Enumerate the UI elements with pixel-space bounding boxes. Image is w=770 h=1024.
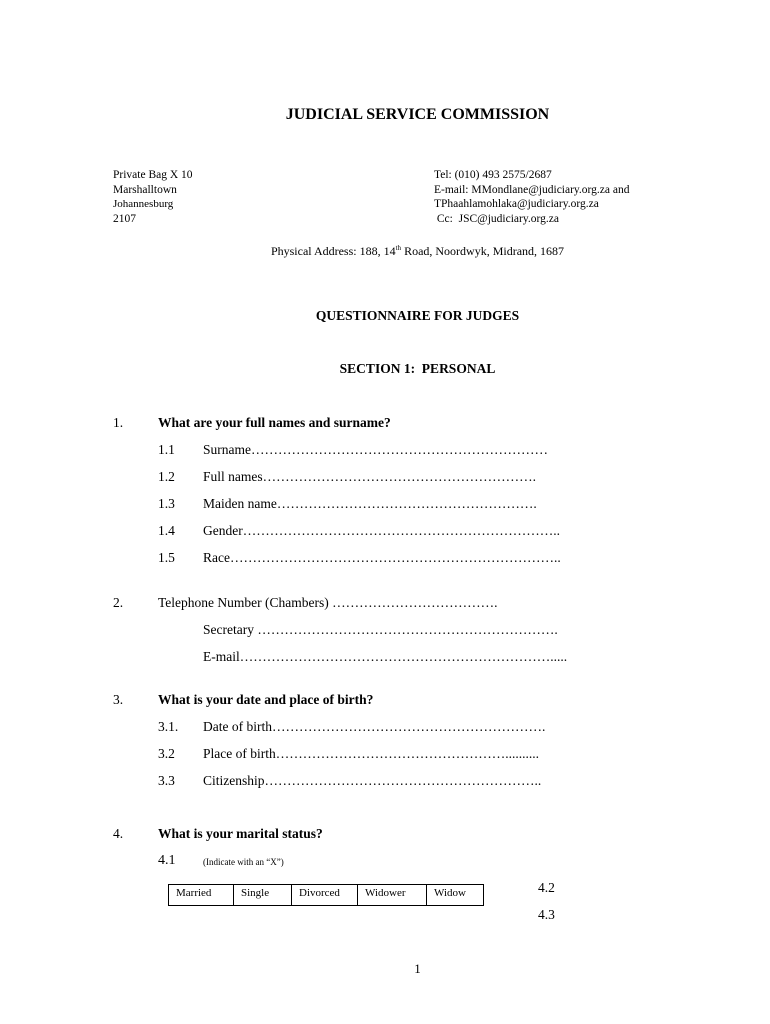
sub-number: 1.5 — [158, 550, 175, 565]
physical-address-suffix: Road, Noordwyk, Midrand, 1687 — [401, 244, 565, 258]
question-number: 1. — [113, 415, 124, 430]
physical-address — [0, 244, 770, 259]
marital-option-single[interactable]: Single — [234, 885, 292, 906]
document-title: JUDICIAL SERVICE COMMISSION — [285, 106, 550, 123]
maiden-name-field[interactable]: Maiden name…………………………………………………. — [203, 496, 537, 511]
marital-option-married[interactable]: Married — [169, 885, 234, 906]
question-text: What is your marital status? — [158, 826, 323, 841]
marital-option-divorced[interactable]: Divorced — [292, 885, 358, 906]
question-number: 4. — [113, 826, 124, 841]
sub-number: 4.1 — [158, 853, 176, 868]
contact-line: Tel: (010) 493 2575/2687 — [434, 169, 552, 181]
date-of-birth-field[interactable]: Date of birth……………………………………………………. — [203, 719, 546, 734]
sub-number: 1.1 — [158, 442, 175, 457]
sub-number: 3.3 — [158, 773, 175, 788]
questionnaire-heading: QUESTIONNAIRE FOR JUDGES — [315, 308, 520, 323]
marital-option-widow[interactable]: Widow — [427, 885, 484, 906]
sub-number: 1.2 — [158, 469, 175, 484]
email-field[interactable]: E-mail……………………………………………………………..... — [203, 649, 568, 664]
contact-line: E-mail: MMondlane@judiciary.org.za and — [434, 183, 630, 196]
citizenship-field[interactable]: Citizenship…………………………………………………….. — [203, 773, 542, 788]
postal-address — [113, 168, 193, 226]
sub-number: 3.1. — [158, 719, 179, 734]
address-line: Private Bag X 10 — [113, 169, 193, 181]
sub-number: 4.3 — [538, 907, 555, 922]
sub-number: 4.2 — [538, 880, 555, 895]
section-heading: SECTION 1: PERSONAL — [339, 361, 496, 376]
telephone-chambers-field[interactable]: Telephone Number (Chambers) ………………………………. — [158, 595, 498, 610]
address-line: Johannesburg — [113, 198, 174, 210]
sub-number: 1.4 — [158, 523, 175, 538]
contact-line: Cc: JSC@judiciary.org.za — [434, 212, 559, 225]
race-field[interactable]: Race……………………………………………………………….. — [203, 550, 561, 565]
secretary-field[interactable]: Secretary …………………………………………………………. — [203, 622, 558, 637]
surname-field[interactable]: Surname………………………………………………………… — [203, 442, 548, 457]
address-line: 2107 — [113, 212, 136, 225]
address-line: Marshalltown — [113, 183, 177, 196]
marital-option-widower[interactable]: Widower — [358, 885, 427, 906]
question-text: What are your full names and surname? — [158, 415, 391, 430]
page-number: 1 — [414, 961, 421, 976]
gender-field[interactable]: Gender…………………………………………………………….. — [203, 523, 560, 538]
question-number: 2. — [113, 595, 124, 610]
sub-number: 1.3 — [158, 496, 175, 511]
indicate-note: (Indicate with an “X”) — [203, 857, 284, 867]
physical-address-sup: th — [395, 244, 402, 252]
marital-status-table — [168, 884, 484, 906]
physical-address-prefix: Physical Address: 188, 14 — [270, 244, 396, 258]
place-of-birth-field[interactable]: Place of birth…………………………………………….......... — [203, 746, 539, 761]
sub-number: 3.2 — [158, 746, 175, 761]
question-text: What is your date and place of birth? — [158, 692, 374, 707]
contact-details — [434, 168, 630, 226]
full-names-field[interactable]: Full names……………………………………………………. — [203, 469, 536, 484]
contact-line: TPhaahlamohlaka@judiciary.org.za — [434, 198, 599, 210]
question-number: 3. — [113, 692, 124, 707]
